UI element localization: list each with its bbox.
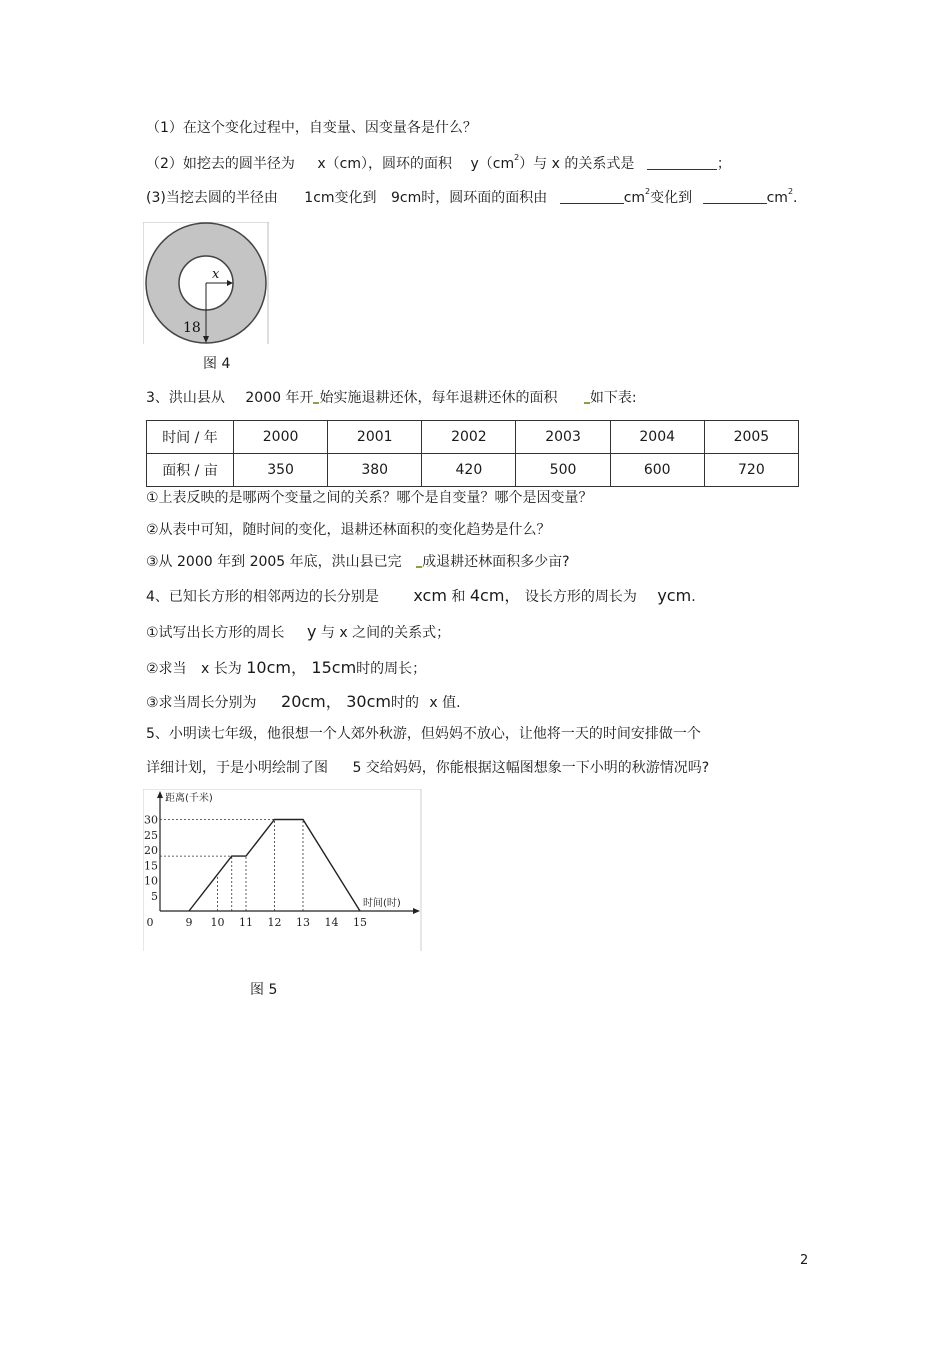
part-text: 9cm时，圆环面的面积由 bbox=[391, 190, 548, 206]
question-4-sub-2 bbox=[146, 659, 426, 678]
question-3-sub-3 bbox=[146, 553, 570, 571]
superscript: 2 bbox=[787, 187, 794, 196]
table-row bbox=[147, 454, 799, 487]
variable-x: x（cm），圆环的面积 bbox=[317, 156, 452, 172]
tick-label: 25 bbox=[144, 828, 158, 842]
question-text: 成退耕还林面积多少亩? bbox=[422, 554, 570, 570]
superscript: 2 bbox=[645, 187, 651, 196]
question-text: 2000 年到 bbox=[177, 554, 246, 570]
tick-label: 9 bbox=[185, 916, 193, 929]
question-4-stem bbox=[146, 587, 696, 606]
tick-label: 13 bbox=[296, 916, 310, 929]
tick-label: 12 bbox=[267, 916, 282, 929]
part-label: （1） bbox=[146, 120, 183, 136]
question-part-1 bbox=[146, 119, 477, 137]
ring-figure bbox=[143, 222, 269, 344]
page-number: 2 bbox=[800, 1253, 809, 1268]
table-cell: 2003 bbox=[516, 421, 610, 454]
value-text: 30cm bbox=[346, 692, 391, 711]
question-text: 3、洪山县从 bbox=[146, 390, 225, 406]
table-cell: 380 bbox=[328, 454, 422, 487]
tick-label: 15 bbox=[353, 916, 367, 929]
value-text: 10cm， bbox=[246, 658, 307, 677]
tick-label: 10 bbox=[210, 916, 225, 929]
table-cell: 2001 bbox=[328, 421, 422, 454]
table-cell: 2002 bbox=[422, 421, 516, 454]
distance-time-chart bbox=[143, 789, 423, 951]
question-text: 2005 年底，洪山县已完 bbox=[249, 554, 402, 570]
superscript: 2 bbox=[514, 153, 520, 162]
value-text: y bbox=[307, 622, 317, 641]
variable-y: y（ bbox=[470, 156, 493, 172]
value-text: 4cm， bbox=[469, 586, 521, 605]
tick-labels bbox=[144, 814, 367, 930]
tick-label: 11 bbox=[239, 916, 253, 929]
tick-label: 20 bbox=[144, 844, 158, 857]
question-text: x 值. bbox=[429, 695, 461, 711]
part-text: . bbox=[793, 190, 798, 206]
question-text: ③求当周长分别为 bbox=[146, 695, 257, 711]
answer-blank[interactable] bbox=[560, 189, 624, 204]
part-text: 在这个变化过程中，自变量、因变量各是什么？ bbox=[182, 120, 477, 136]
table-cell: 720 bbox=[704, 454, 798, 487]
question-3-sub-1: ①上表反映的是哪两个变量之间的关系？哪个是自变量？哪个是因变量？ bbox=[146, 490, 593, 506]
tick-label: 14 bbox=[324, 916, 339, 929]
radius-label: 18 bbox=[183, 320, 201, 336]
answer-blank[interactable] bbox=[703, 189, 767, 204]
question-text: 4、已知长方形的相邻两边的长分别是 bbox=[146, 589, 379, 605]
question-text: 时的 bbox=[390, 695, 419, 711]
question-text: x 长为 bbox=[201, 661, 242, 677]
question-3-stem bbox=[146, 389, 637, 407]
table-cell: 500 bbox=[516, 454, 610, 487]
part-text: ； bbox=[716, 156, 731, 172]
x-axis-arrow-icon bbox=[413, 908, 420, 914]
question-text: 5 交给妈妈，你能根据这幅图想象一下小明的秋游情况吗? bbox=[352, 760, 710, 776]
value-text: xcm bbox=[413, 586, 447, 605]
table-cell: 600 bbox=[610, 454, 704, 487]
question-4-sub-3 bbox=[146, 693, 461, 712]
table-header-cell: 面积 / 亩 bbox=[147, 454, 234, 487]
table-row bbox=[147, 421, 799, 454]
table-header-cell: 时间 / 年 bbox=[147, 421, 234, 454]
question-text: ②求当 bbox=[146, 661, 187, 677]
tick-label: 30 bbox=[144, 813, 158, 827]
table-cell: 350 bbox=[234, 454, 328, 487]
tick-label: 15 bbox=[144, 859, 158, 873]
figure-4-caption: 图 4 bbox=[203, 356, 231, 372]
tick-label: 5 bbox=[151, 889, 158, 903]
part-text: 1cm变化到 bbox=[304, 190, 377, 206]
question-text: ③从 bbox=[146, 554, 173, 570]
unit-cm: cm bbox=[492, 156, 515, 172]
area-table bbox=[146, 420, 799, 487]
part-label: （2） bbox=[146, 156, 183, 172]
question-part-3 bbox=[146, 189, 797, 207]
part-text: 变化到 bbox=[650, 190, 693, 206]
guide-lines bbox=[160, 820, 303, 912]
question-5-line-2 bbox=[146, 759, 709, 777]
x-label: x bbox=[212, 267, 220, 282]
question-text: 设长方形的周长为 bbox=[524, 589, 637, 605]
part-text: 如挖去的圆半径为 bbox=[182, 156, 295, 172]
unit-cm: cm bbox=[623, 190, 646, 206]
part-text: ）与 bbox=[519, 156, 548, 172]
question-text: . bbox=[691, 589, 696, 605]
table-cell: 2004 bbox=[610, 421, 704, 454]
question-part-2 bbox=[146, 155, 731, 173]
question-3-sub-2: ②从表中可知，随时间的变化，退耕还林面积的变化趋势是什么？ bbox=[146, 522, 551, 538]
table-cell: 2005 bbox=[704, 421, 798, 454]
value-text: 15cm bbox=[311, 658, 357, 677]
question-5-line-1: 5、小明读七年级，他很想一个人郊外秋游，但妈妈不放心，让他将一天的时间安排做一个 bbox=[146, 726, 701, 742]
part-label: (3) bbox=[146, 190, 166, 206]
unit-cm: cm bbox=[766, 190, 788, 206]
question-text: 2000 年开 bbox=[245, 390, 314, 406]
figure-5-caption: 图 5 bbox=[250, 982, 278, 998]
question-text: 始实施退耕还休，每年退耕还休的面积 bbox=[319, 390, 558, 406]
value-text: 20cm， bbox=[281, 692, 342, 711]
answer-blank[interactable] bbox=[647, 155, 717, 170]
tick-label: 10 bbox=[144, 874, 158, 888]
value-text: ycm bbox=[657, 586, 692, 605]
part-text: 当挖去圆的半径由 bbox=[165, 190, 278, 206]
question-4-sub-1 bbox=[146, 623, 450, 642]
tick-label: 0 bbox=[146, 916, 154, 929]
table-cell: 420 bbox=[422, 454, 516, 487]
question-text: 与 x 之间的关系式； bbox=[320, 625, 451, 641]
question-text: 如下表: bbox=[589, 390, 637, 406]
question-text: ①试写出长方形的周长 bbox=[146, 625, 285, 641]
x-axis-label: 时间(时) bbox=[363, 898, 401, 909]
part-text: x 的关系式是 bbox=[551, 156, 635, 172]
y-axis-label: 距离(千米) bbox=[165, 793, 213, 804]
question-text: 和 bbox=[451, 589, 466, 605]
question-text: 时的周长； bbox=[356, 661, 427, 677]
y-axis-arrow-icon bbox=[157, 791, 163, 798]
question-text: 详细计划，于是小明绘制了图 bbox=[146, 760, 328, 776]
table-cell: 2000 bbox=[234, 421, 328, 454]
